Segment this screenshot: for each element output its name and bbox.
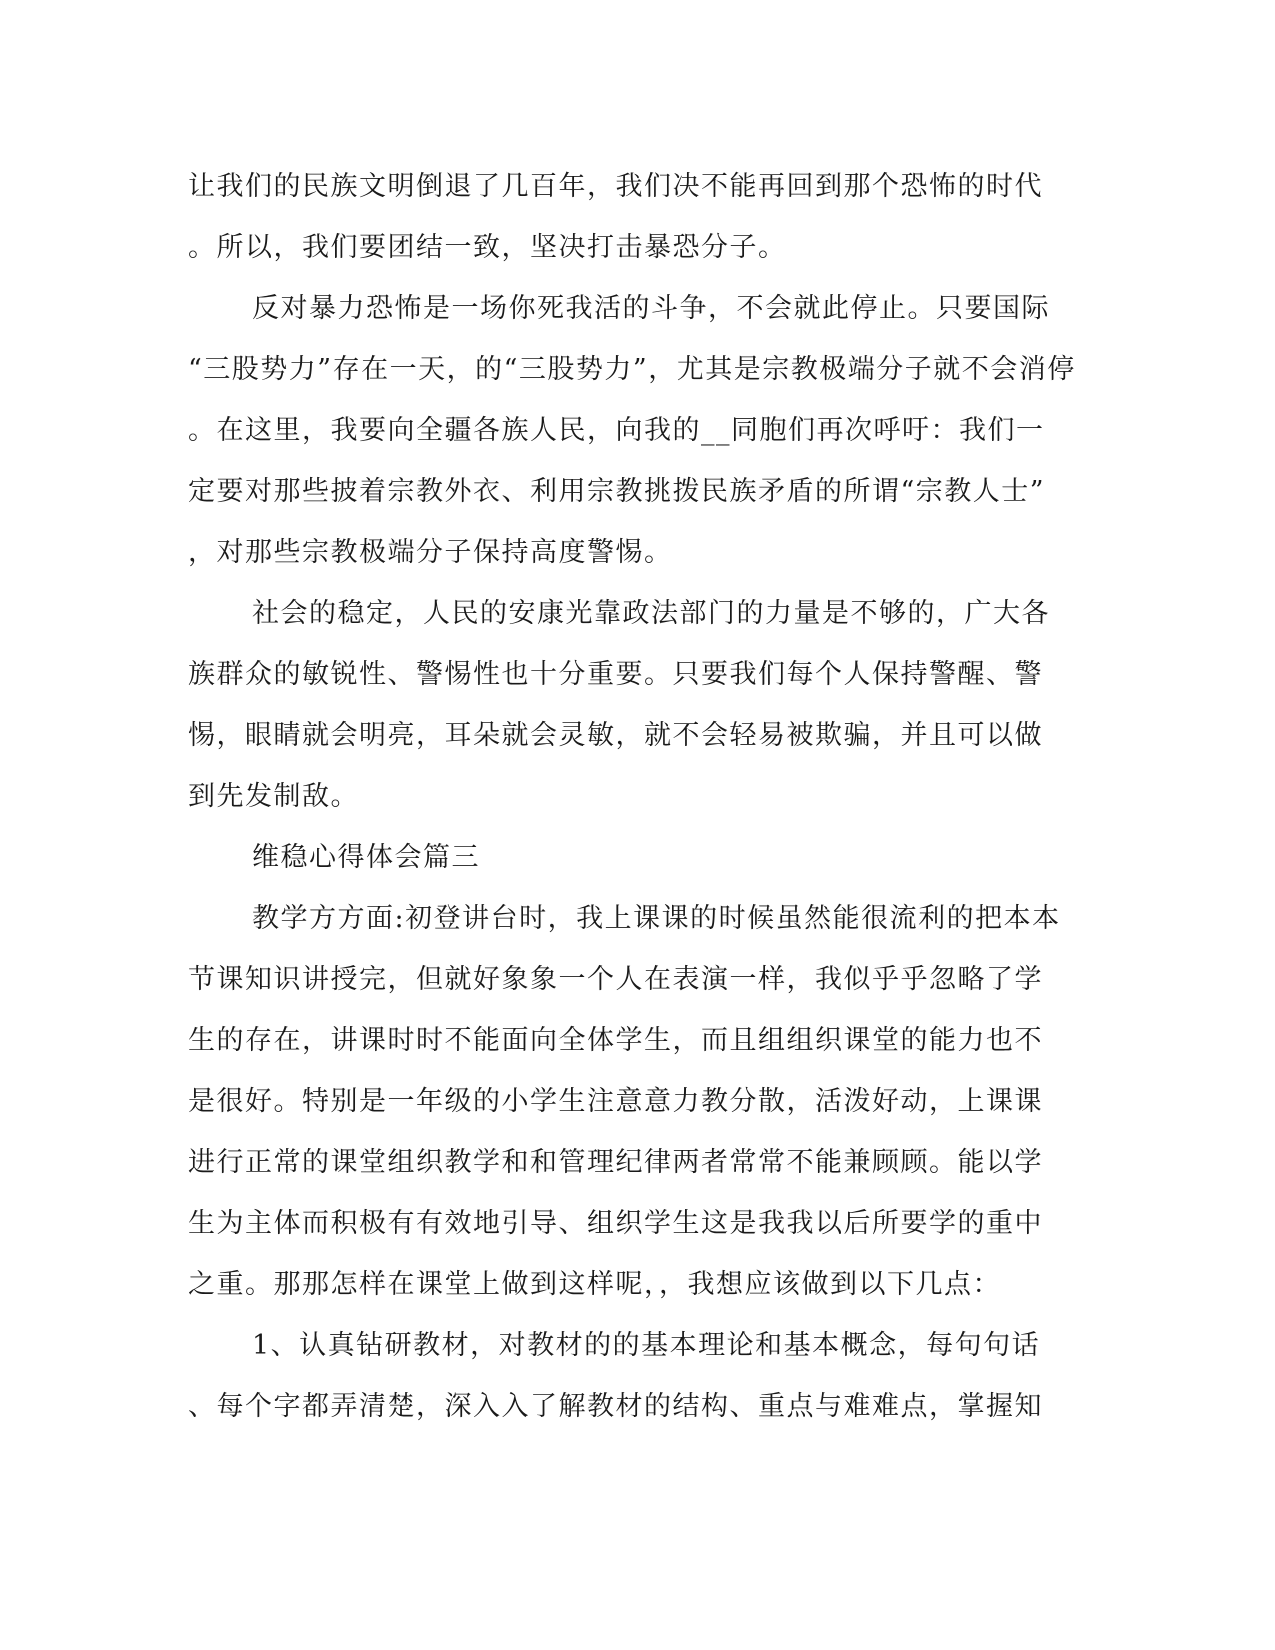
document-body bbox=[188, 156, 1088, 1437]
text-line: “三股势力”存在一天，的“三股势力”，尤其是宗教极端分子就不会消停 bbox=[188, 354, 1076, 385]
text-line: 、每个字都弄清楚，深入入了解教材的结构、重点与难难点，掌握知 bbox=[188, 1391, 1043, 1422]
text-line: 族群众的敏锐性、警惕性也十分重要。只要我们每个人保持警醒、警 bbox=[188, 659, 1043, 690]
text-line: 到先发制敌。 bbox=[188, 781, 359, 812]
text-line: 教学方方面:初登讲台时，我上课课的时候虽然能很流利的把本本 bbox=[252, 903, 1061, 934]
text-line: 社会的稳定，人民的安康光靠政法部门的力量是不够的，广大各 bbox=[252, 598, 1050, 629]
list-item-line: 1、认真钻研教材，对教材的的基本理论和基本概念，每句句话 bbox=[252, 1330, 1041, 1361]
text-line: 节课知识讲授完，但就好象象一个人在表演一样，我似乎乎忽略了学 bbox=[188, 964, 1043, 995]
text-line: 。所以，我们要团结一致，坚决打击暴恐分子。 bbox=[188, 232, 787, 263]
text-line: 之重。那那怎样在课堂上做到这样呢，，我想应该做到以下几点： bbox=[188, 1269, 1001, 1300]
text-line: 是很好。特别是一年级的小学生注意意力教分散，活泼好动，上课课 bbox=[188, 1086, 1043, 1117]
text-line: 。在这里，我要向全疆各族人民，向我的__同胞们再次呼吁：我们一 bbox=[188, 415, 1045, 446]
text-line: ，对那些宗教极端分子保持高度警惕。 bbox=[188, 537, 673, 568]
text-line: 惕，眼睛就会明亮，耳朵就会灵敏，就不会轻易被欺骗，并且可以做 bbox=[188, 720, 1043, 751]
text-line: 定要对那些披着宗教外衣、利用宗教挑拨民族矛盾的所谓“宗教人士” bbox=[188, 476, 1046, 507]
text-line: 让我们的民族文明倒退了几百年，我们决不能再回到那个恐怖的时代 bbox=[188, 171, 1043, 202]
section-heading: 维稳心得体会篇三 bbox=[252, 842, 480, 873]
text-line: 进行正常的课堂组织教学和和管理纪律两者常常不能兼顾顾。能以学 bbox=[188, 1147, 1043, 1178]
text-line: 生为主体而积极有有效地引导、组织学生这是我我以后所要学的重中 bbox=[188, 1208, 1043, 1239]
text-line: 生的存在，讲课时时不能面向全体学生，而且组组织课堂的能力也不 bbox=[188, 1025, 1043, 1056]
text-line: 反对暴力恐怖是一场你死我活的斗争，不会就此停止。只要国际 bbox=[252, 293, 1050, 324]
